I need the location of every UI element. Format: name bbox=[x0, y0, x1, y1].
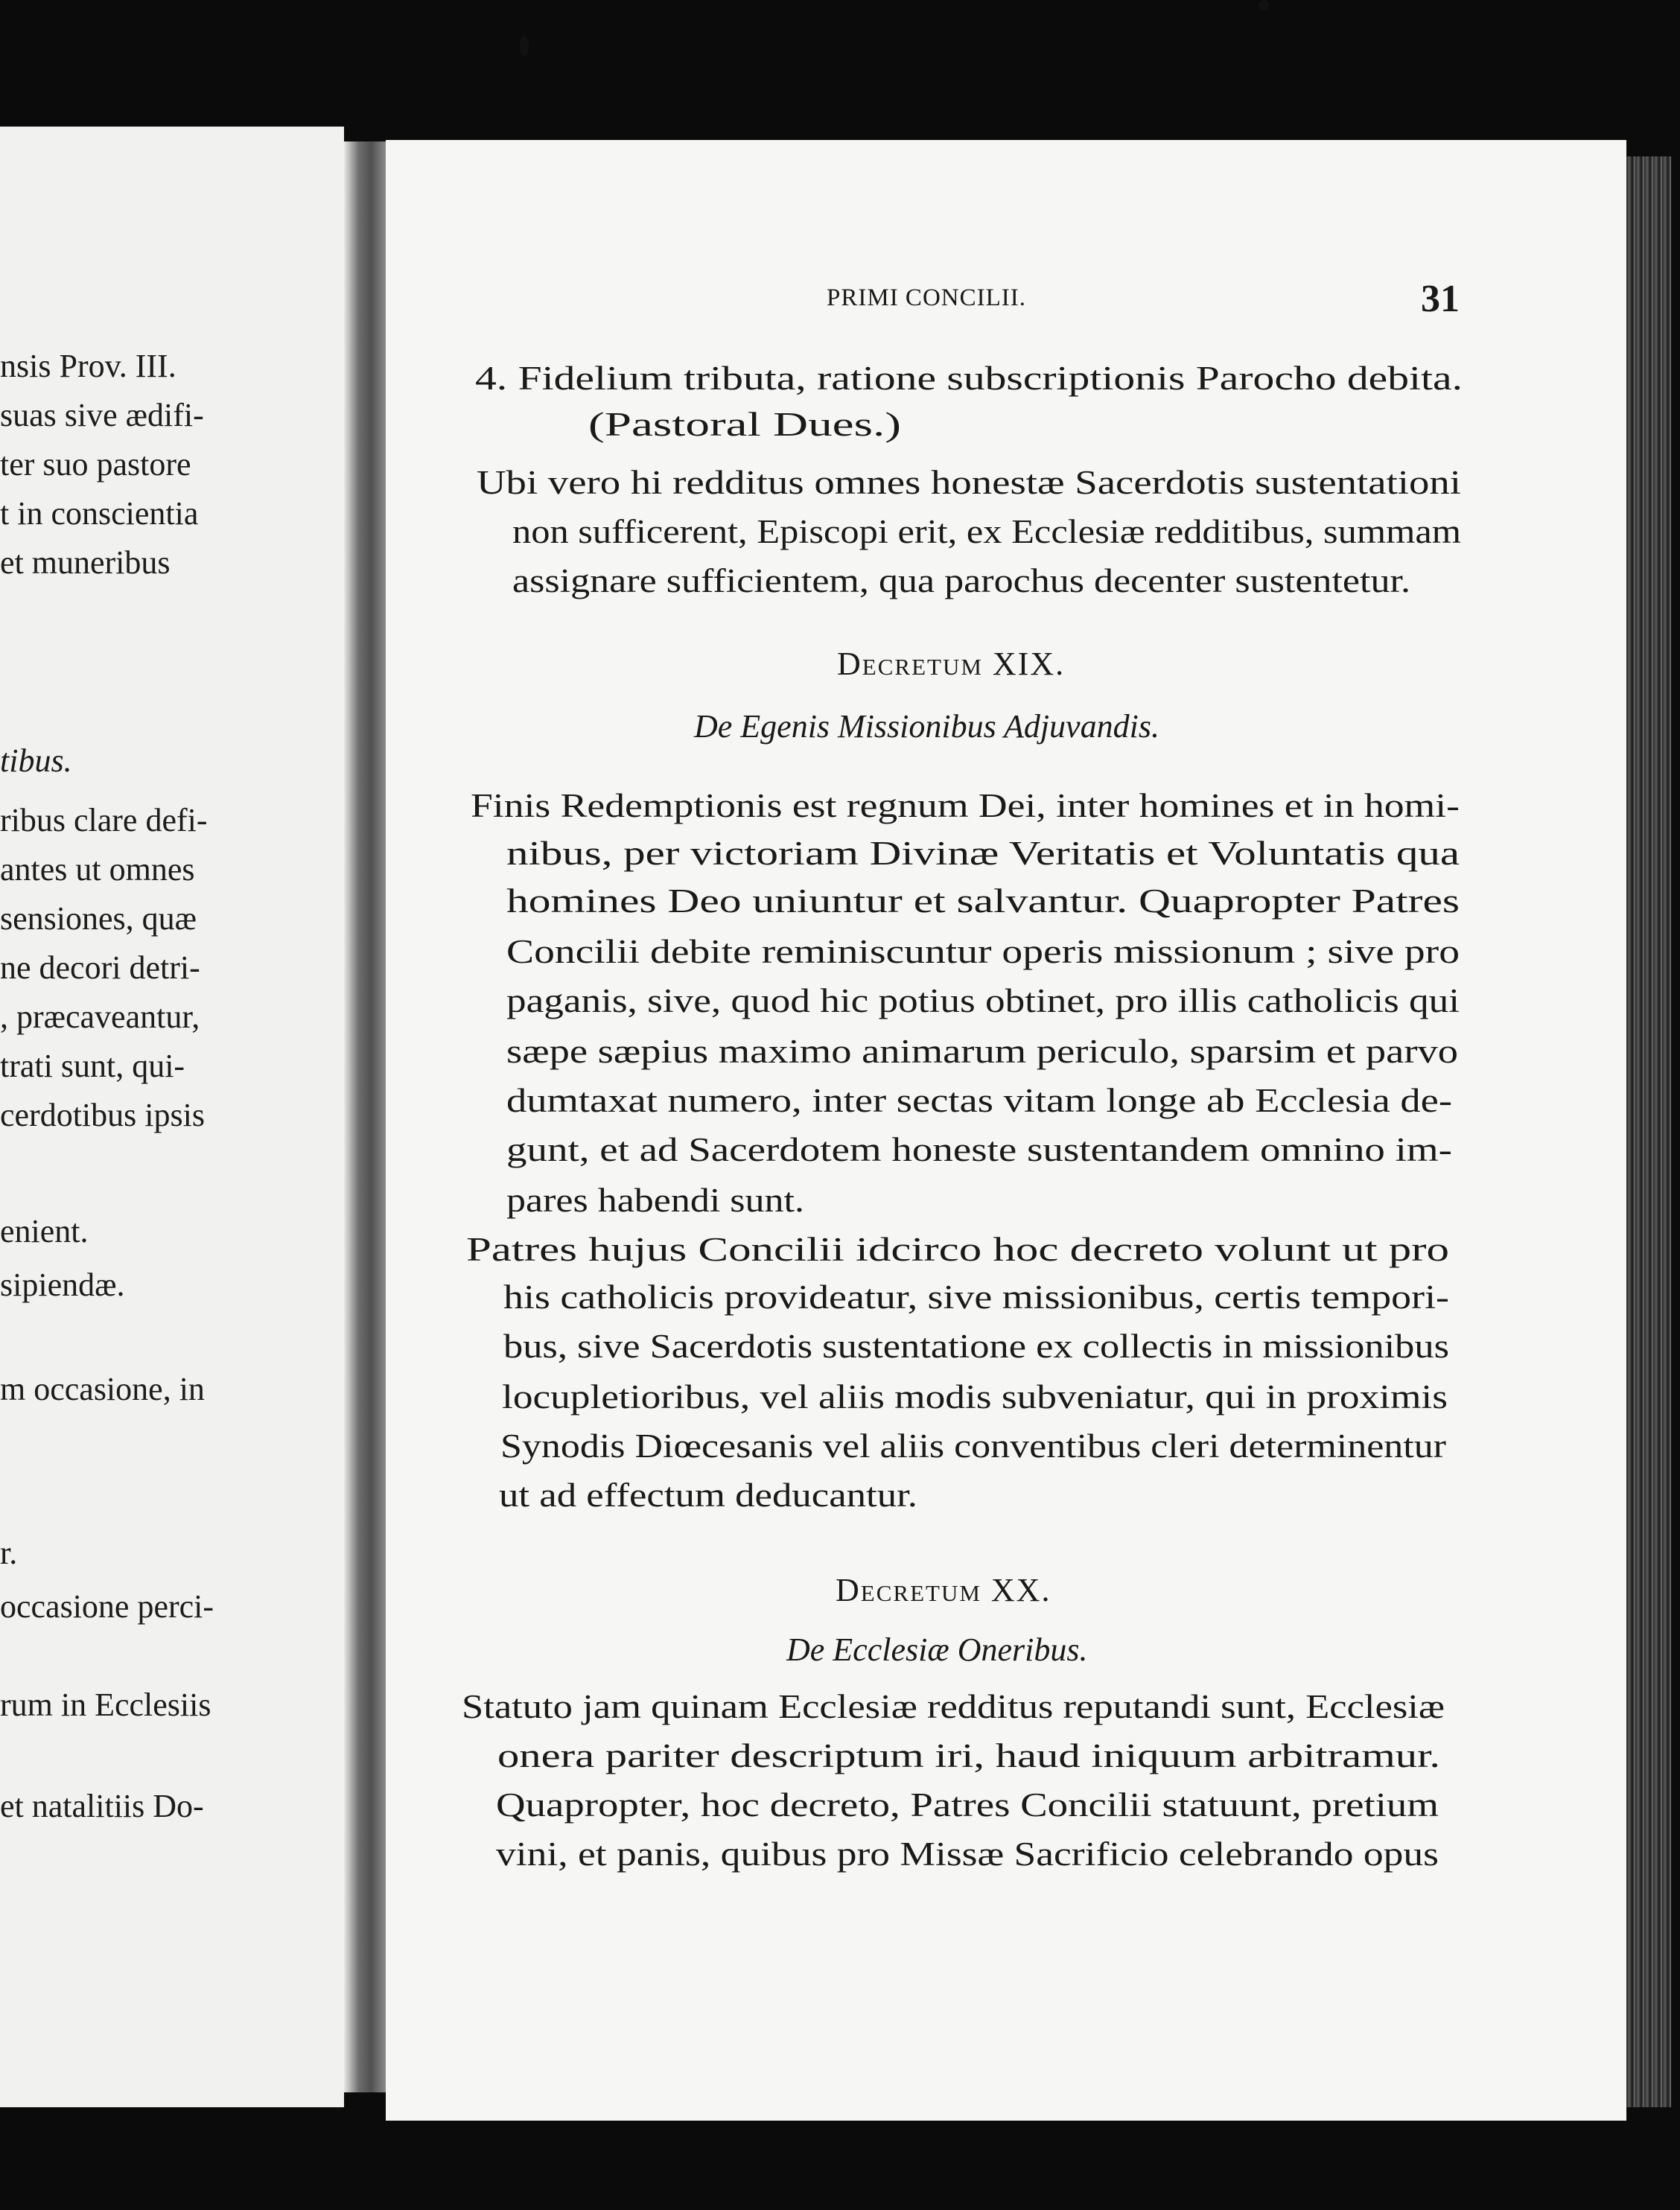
left-page-line: enient. bbox=[0, 1213, 89, 1249]
text-line: gunt, et ad Sacerdotem honeste sustentandem omnino im- bbox=[506, 1131, 1452, 1168]
text-line: Concilii debite reminiscuntur operis missionum ; sive pro bbox=[506, 933, 1460, 970]
text-line: paganis, sive, quod hic potius obtinet, pro illis catholicis qui bbox=[506, 982, 1460, 1019]
page-number: 31 bbox=[1421, 278, 1460, 320]
left-page-line: cerdotibus ipsis bbox=[0, 1097, 205, 1133]
text-line: Synodis Diœcesanis vel aliis conventibus cleri determinentur bbox=[500, 1427, 1446, 1465]
text-line: Quapropter, hoc decreto, Patres Concilii statuunt, pretium bbox=[496, 1786, 1439, 1824]
left-page-line: ribus clare defi- bbox=[0, 802, 208, 838]
text-line: Finis Redemptionis est regnum Dei, inter homines et in homi- bbox=[471, 787, 1460, 824]
text-line: non sufficerent, Episcopi erit, ex Ecclesiæ redditibus, summam bbox=[512, 513, 1462, 550]
text-line: Statuto jam quinam Ecclesiæ redditus reputandi sunt, Ecclesiæ bbox=[462, 1688, 1445, 1725]
left-page-line: nsis Prov. III. bbox=[0, 348, 176, 384]
text-line: onera pariter descriptum iri, haud iniquum arbitramur. bbox=[497, 1737, 1440, 1774]
decree-subtitle: De Ecclesiæ Oneribus. bbox=[786, 1631, 1088, 1668]
book-gutter bbox=[344, 141, 386, 2092]
left-page-line: t in conscientia bbox=[0, 495, 199, 532]
left-page-line: occasione perci- bbox=[0, 1588, 214, 1625]
text-line: sæpe sæpius maximo animarum periculo, sparsim et parvo bbox=[506, 1033, 1458, 1070]
text-line: bus, sive Sacerdotis sustentatione ex collectis in missionibus bbox=[503, 1328, 1449, 1365]
decree-number: XX. bbox=[990, 1572, 1051, 1608]
text-line: assignare sufficientem, qua parochus decenter sustentetur. bbox=[512, 562, 1410, 599]
text-line: (Pastoral Dues.) bbox=[588, 406, 901, 443]
left-page-line: sensiones, quæ bbox=[0, 900, 197, 937]
left-page-line: ne decori detri- bbox=[0, 949, 200, 986]
text-line: nibus, per victoriam Divinæ Veritatis et Voluntatis qua bbox=[506, 835, 1460, 872]
page-edges bbox=[1626, 156, 1671, 2107]
text-line: Ubi vero hi redditus omnes honestæ Sacerdotis sustentationi bbox=[477, 464, 1461, 501]
text-line: vini, et panis, quibus pro Missæ Sacrificio celebrando opus bbox=[496, 1835, 1439, 1873]
text-line: Patres hujus Concilii idcirco hoc decreto volunt ut pro bbox=[466, 1231, 1449, 1268]
decree-title bbox=[836, 1571, 1051, 1609]
left-page-line: tibus. bbox=[0, 742, 72, 779]
left-page-line: r. bbox=[0, 1535, 18, 1571]
decree-title bbox=[837, 645, 1065, 683]
left-page-line: et natalitiis Do- bbox=[0, 1788, 204, 1824]
text-line: dumtaxat numero, inter sectas vitam longe ab Ecclesia de- bbox=[506, 1082, 1452, 1119]
decree-title-initial: D bbox=[836, 1572, 861, 1608]
left-page-line: sipiendæ. bbox=[0, 1267, 125, 1303]
text-line: locupletioribus, vel aliis modis subveniatur, qui in proximis bbox=[502, 1378, 1448, 1416]
running-head: PRIMI CONCILII. bbox=[827, 284, 1026, 311]
text-line: ut ad effectum deducantur. bbox=[499, 1477, 917, 1514]
decree-title-word: ecretum bbox=[862, 646, 983, 682]
text-line: 4. Fidelium tributa, ratione subscriptionis Parocho debita. bbox=[475, 360, 1463, 397]
left-page-line: et muneribus bbox=[0, 544, 171, 581]
left-page-line: ter suo pastore bbox=[0, 446, 191, 483]
left-page-line: rum in Ecclesiis bbox=[0, 1687, 211, 1723]
dust-speck bbox=[1259, 0, 1269, 10]
left-page-line: , præcaveantur, bbox=[0, 999, 200, 1035]
left-page-line: m occasione, in bbox=[0, 1371, 205, 1407]
left-page-line: trati sunt, qui- bbox=[0, 1048, 185, 1084]
dust-speck bbox=[520, 36, 529, 57]
right-page bbox=[386, 140, 1626, 2121]
left-page bbox=[0, 127, 344, 2107]
left-page-line: suas sive ædifi- bbox=[0, 397, 204, 433]
text-line: pares habendi sunt. bbox=[506, 1182, 804, 1219]
decree-subtitle: De Egenis Missionibus Adjuvandis. bbox=[694, 708, 1159, 745]
decree-number: XIX. bbox=[992, 646, 1066, 682]
left-page-line: antes ut omnes bbox=[0, 851, 195, 888]
decree-title-word: ecretum bbox=[860, 1572, 981, 1608]
text-line: homines Deo uniuntur et salvantur. Quapropter Patres bbox=[506, 882, 1460, 920]
text-line: his catholicis provideatur, sive missionibus, certis tempori- bbox=[503, 1278, 1449, 1316]
decree-title-initial: D bbox=[837, 646, 862, 682]
